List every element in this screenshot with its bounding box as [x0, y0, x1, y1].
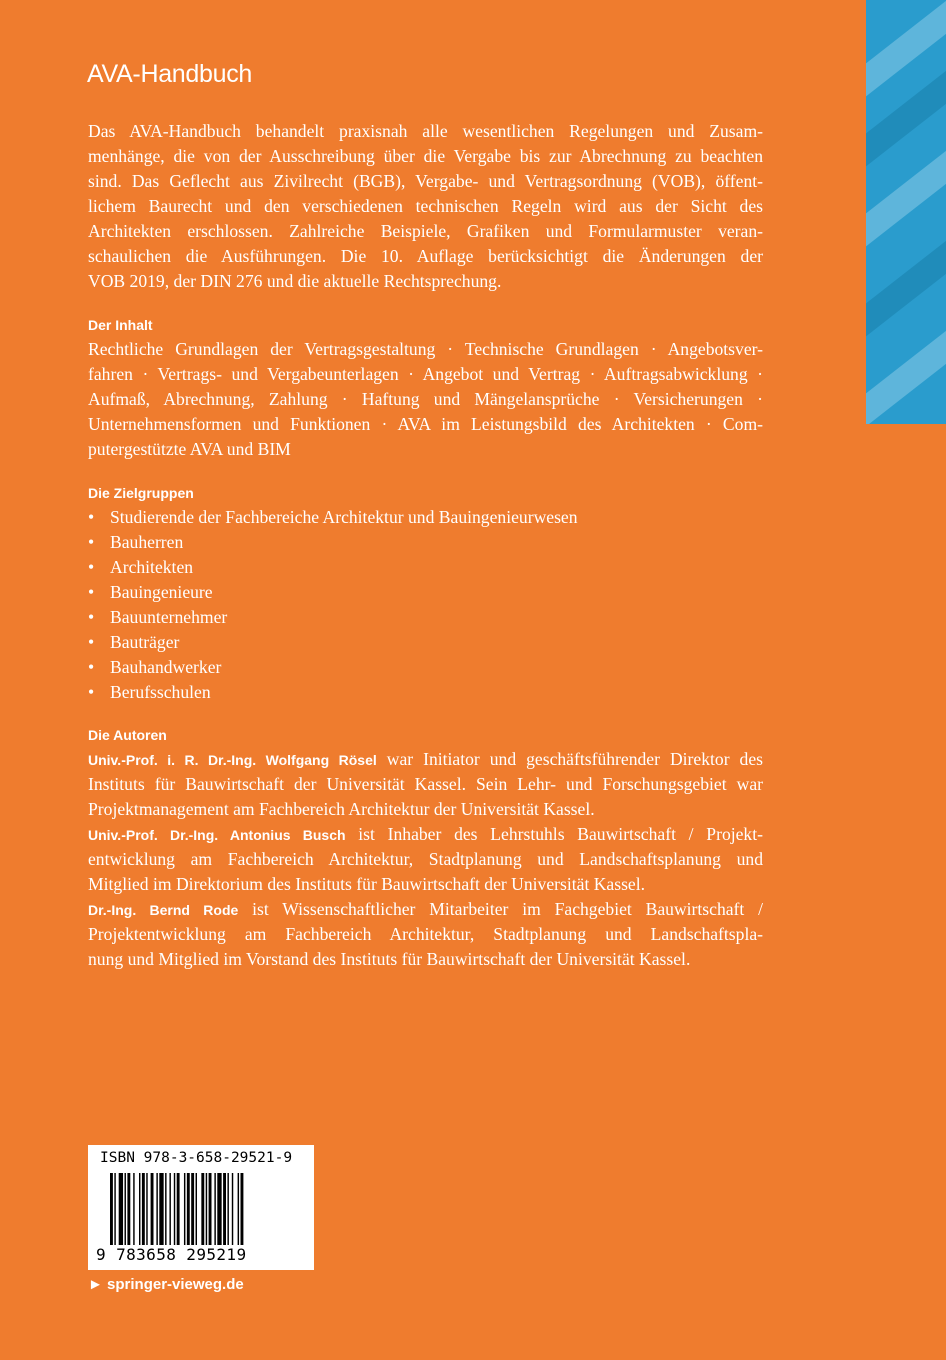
barcode-bar — [209, 1173, 212, 1245]
author-name: Univ.-Prof. Dr.-Ing. Antonius Busch — [88, 827, 346, 843]
bullet-icon: • — [88, 507, 95, 527]
list-item: • Berufsschulen — [88, 680, 763, 705]
author-name: Dr.-Ing. Bernd Rode — [88, 902, 239, 918]
author-line: Projektentwicklung am Fachbereich Architektur, Stadtplanung und Landschaftspla- — [88, 924, 763, 944]
book-title: AVA-Handbuch — [87, 60, 253, 88]
list-item: • Bauhandwerker — [88, 655, 763, 680]
contents-line: Rechtliche Grundlagen der Vertragsgestaltung · Technische Grundlagen · Angebotsver- — [88, 339, 763, 359]
barcode-bar — [232, 1173, 233, 1245]
barcode-bar — [184, 1173, 185, 1245]
barcode-bar — [127, 1173, 130, 1245]
list-item: • Bauträger — [88, 630, 763, 655]
barcode-digits: 9 783658 295219 — [96, 1245, 247, 1264]
barcode-bar — [146, 1173, 147, 1245]
author-line: Mitglied im Direktorium des Instituts für Bauwirtschaft der Universität Kassel. — [88, 874, 646, 894]
barcode-bar — [110, 1173, 113, 1245]
bullet-icon: • — [88, 607, 95, 627]
intro-line: sind. Das Geflecht aus Zivilrecht (BGB), Vergabe- und Vertragsordnung (VOB), öffent- — [88, 171, 763, 191]
barcode-bar — [217, 1173, 221, 1245]
barcode-bar — [177, 1173, 180, 1245]
intro-line: Architekten erschlossen. Zahlreiche Beispiele, Grafiken und Formularmuster veran- — [88, 221, 763, 241]
intro-line: lichem Baurecht und den verschiedenen technischen Regeln wird aus der Sicht des — [88, 196, 763, 216]
barcode-bar — [125, 1173, 126, 1245]
website-link[interactable]: ► springer-vieweg.de — [88, 1276, 244, 1293]
barcode-bar — [227, 1173, 228, 1245]
author-line: nung und Mitglied im Vorstand des Instituts für Bauwirtschaft der Universität Kassel. — [88, 949, 691, 969]
contents-line: putergestützte AVA und BIM — [88, 439, 291, 459]
barcode-bar — [174, 1173, 175, 1245]
barcode-bar — [206, 1173, 207, 1245]
list-item: • Bauunternehmer — [88, 605, 763, 630]
target-groups-section — [88, 484, 763, 705]
author-line: Univ.-Prof. i. R. Dr.-Ing. Wolfgang Rösel war Initiator und geschäftsführender Direktor des — [88, 749, 763, 769]
authors-heading: Die Autoren — [88, 727, 167, 743]
bullet-icon: • — [88, 632, 95, 652]
barcode-bar — [223, 1173, 226, 1245]
bullet-icon: • — [88, 682, 95, 702]
website-label[interactable]: springer-vieweg.de — [107, 1276, 244, 1293]
author-line: entwicklung am Fachbereich Architektur, Stadtplanung und Landschaftsplanung und — [88, 849, 763, 869]
author-line: Projektmanagement am Fachbereich Architektur der Universität Kassel. — [88, 799, 595, 819]
barcode-bar — [119, 1173, 123, 1245]
contents-section — [88, 316, 763, 462]
author-line: Dr.-Ing. Bernd Rode ist Wissenschaftlicher Mitarbeiter im Fachgebiet Bauwirtschaft / — [88, 899, 764, 919]
barcode-bar — [139, 1173, 140, 1245]
barcode-bar — [169, 1173, 170, 1245]
isbn-barcode — [88, 1145, 314, 1270]
author-line: Instituts für Bauwirtschaft der Universität Kassel. Sein Lehr- und Forschungsgebiet war — [88, 774, 763, 794]
bullet-icon: • — [88, 582, 95, 602]
barcode-bar — [151, 1173, 154, 1245]
barcode-bar — [165, 1173, 166, 1245]
contents-line: Aufmaß, Abrechnung, Zahlung · Haftung und Mängelansprüche · Versicherungen · — [88, 389, 763, 409]
intro-paragraph — [88, 119, 763, 294]
cover-image-strip — [866, 0, 946, 424]
barcode-bar — [133, 1173, 134, 1245]
author-name: Univ.-Prof. i. R. Dr.-Ing. Wolfgang Rösel — [88, 752, 377, 768]
bullet-icon: • — [88, 532, 95, 552]
barcode-bar — [159, 1173, 163, 1245]
intro-line: Das AVA-Handbuch behandelt praxisnah alle wesentlichen Regelungen und Zusam- — [88, 121, 763, 141]
barcode-bar — [238, 1173, 239, 1245]
barcode-bar — [142, 1173, 145, 1245]
barcode-bar — [201, 1173, 204, 1245]
contents-line: fahren · Vertrags- und Vergabeunterlagen · Angebot und Vertrag · Auftragsabwicklung · — [88, 364, 763, 384]
barcode-bar — [214, 1173, 215, 1245]
list-item: • Studierende der Fachbereiche Architektur und Bauingenieurwesen — [88, 505, 763, 530]
barcode-bars — [110, 1173, 298, 1245]
list-item: • Bauingenieure — [88, 580, 763, 605]
contents-heading: Der Inhalt — [88, 317, 153, 333]
contents-line: Unternehmensformen und Funktionen · AVA im Leistungsbild des Architekten · Com- — [88, 414, 763, 434]
barcode-bar — [241, 1173, 244, 1245]
authors-section — [88, 726, 763, 972]
intro-line: schaulichen die Ausführungen. Die 10. Auflage berücksichtigt die Änderungen der — [88, 246, 763, 266]
author-line: Univ.-Prof. Dr.-Ing. Antonius Busch ist Inhaber des Lehrstuhls Bauwirtschaft / Projekt- — [88, 824, 763, 844]
list-item: • Bauherren — [88, 530, 763, 555]
target-groups-heading: Die Zielgruppen — [88, 485, 194, 501]
barcode-bar — [196, 1173, 197, 1245]
intro-line: VOB 2019, der DIN 276 und die aktuelle Rechtsprechung. — [88, 271, 502, 291]
bullet-icon: • — [88, 557, 95, 577]
barcode-bar — [156, 1173, 157, 1245]
bullet-icon: • — [88, 657, 95, 677]
intro-line: menhänge, die von der Ausschreibung über die Vergabe bis zur Abrechnung zu beachten — [88, 146, 763, 166]
barcode-bar — [114, 1173, 115, 1245]
list-item: • Architekten — [88, 555, 763, 580]
barcode-bar — [191, 1173, 194, 1245]
isbn-number: ISBN 978-3-658-29521-9 — [100, 1150, 293, 1166]
barcode-bar — [187, 1173, 190, 1245]
